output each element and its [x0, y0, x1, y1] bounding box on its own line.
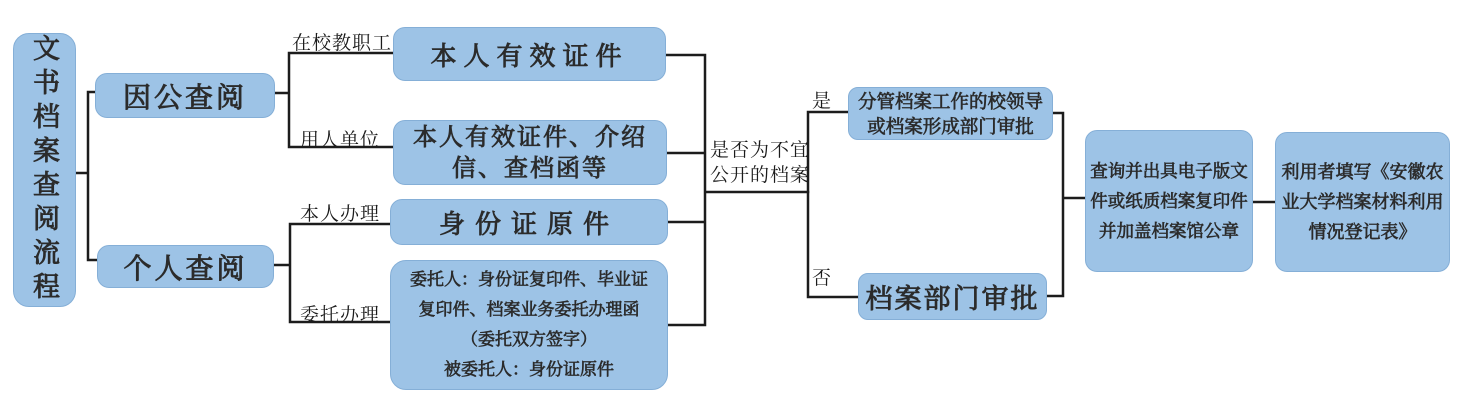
box-line: 复印件、档案业务委托办理函: [418, 300, 640, 319]
box-line: 利用者填写《安徽农: [1281, 162, 1444, 182]
node-personal-access: 个人查阅: [97, 245, 274, 288]
box-line: 并加盖档案馆公章: [1099, 221, 1239, 241]
node-process-title: 文书档案查阅流程: [13, 33, 76, 307]
node-id-card-original: 身份证原件: [390, 199, 668, 245]
node-leader-approval: [848, 87, 1053, 140]
box-line: 本人有效证件、介绍: [413, 123, 647, 151]
box-line: 业大学档案材料利用: [1281, 192, 1444, 212]
node-official-access: 因公查阅: [95, 73, 275, 118]
box-line: 信、查档函等: [452, 154, 608, 182]
edge-label-no: 否: [812, 268, 833, 289]
decision-restricted-archive: [710, 138, 810, 188]
box-line: 委托人：身份证复印件、毕业证: [410, 270, 648, 289]
edge-approvals-to-issue: [1047, 113, 1085, 296]
box-line: 情况登记表》: [1308, 222, 1417, 242]
box-line: 或档案形成部门审批: [867, 115, 1034, 137]
edge-label-employer: 用人单位: [300, 130, 381, 151]
edge-label-staff: 在校教职工: [292, 33, 393, 54]
edge-label-yes: 是: [812, 91, 833, 112]
box-line: 分管档案工作的校领导: [857, 90, 1043, 112]
node-dept-approval: 档案部门审批: [858, 273, 1047, 320]
node-fill-registration-form: [1275, 132, 1450, 272]
decision-line: 是否为不宜: [710, 140, 811, 161]
node-valid-id-intro-letter: [393, 120, 667, 185]
edge-root-to-branches: [76, 92, 97, 260]
node-issue-copy: [1085, 130, 1253, 272]
edge-label-delegate-handle: 委托办理: [300, 305, 381, 326]
box-line: （委托双方签字）: [461, 330, 597, 349]
decision-line: 公开的档案: [710, 165, 811, 186]
box-line: 查询并出具电子版文: [1090, 161, 1248, 181]
box-line: 被委托人：身份证原件: [444, 360, 614, 379]
node-delegate-requirements: [390, 260, 668, 390]
node-valid-id: 本人有效证件: [393, 27, 666, 81]
edge-converge-to-decision: [666, 55, 811, 325]
box-line: 件或纸质档案复印件: [1090, 191, 1248, 211]
edge-label-self-handle: 本人办理: [300, 204, 381, 225]
